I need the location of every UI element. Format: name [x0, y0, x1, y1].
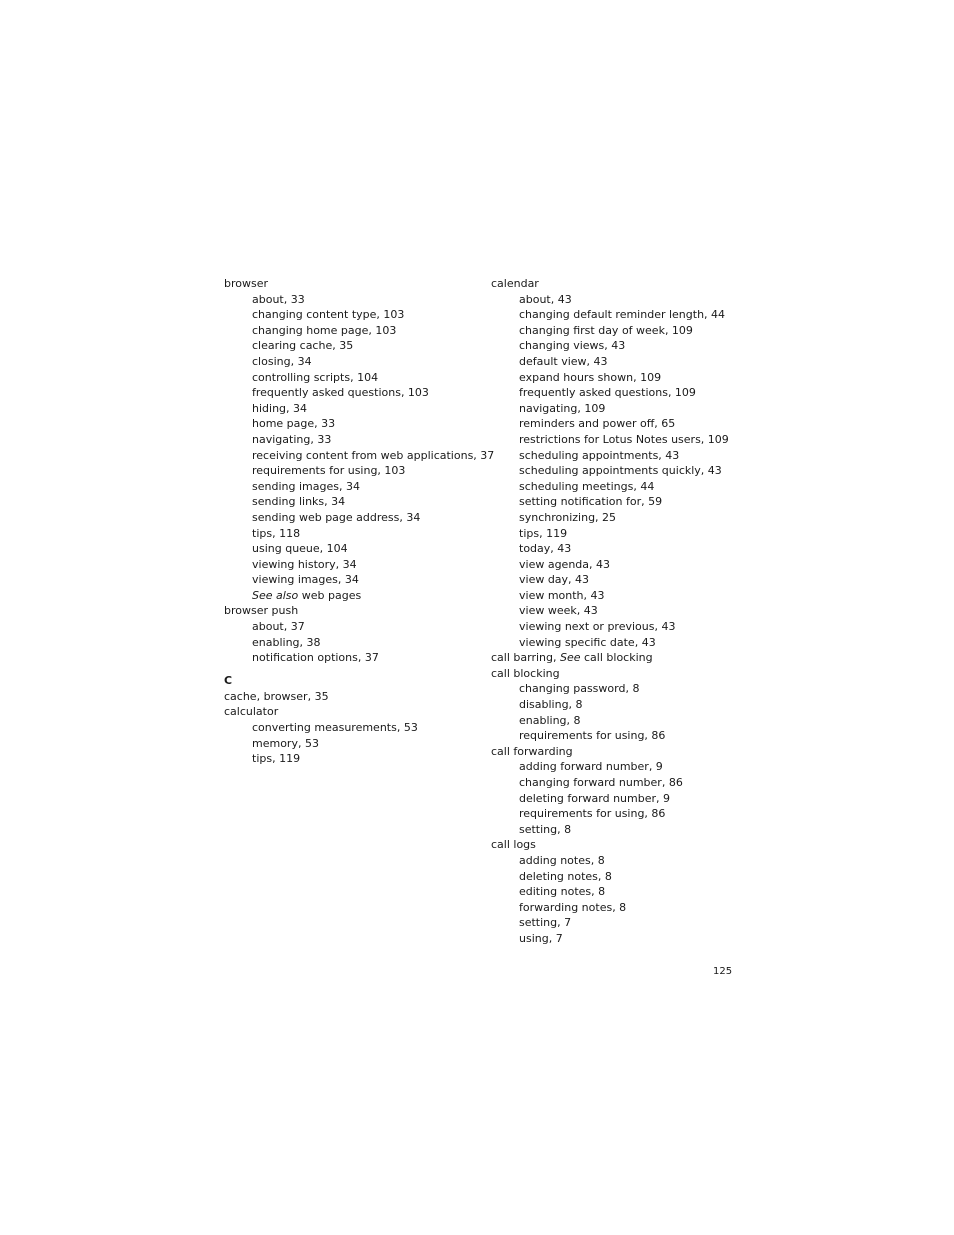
index-entry-text: changing forward number, 86: [519, 776, 683, 789]
index-subentry: [491, 307, 751, 323]
index-entry-text: scheduling appointments, 43: [519, 448, 680, 462]
index-entry-text: view day, 43: [519, 573, 590, 587]
index-subentry: [491, 915, 751, 931]
index-entry-text: reminders and power off, 65: [519, 417, 676, 431]
index-subentry: [491, 884, 751, 900]
index-subentry: [491, 338, 751, 354]
index-subentry: [491, 681, 751, 697]
see-reference: See: [559, 651, 581, 665]
index-entry-text: requirements for using, 86: [519, 807, 666, 821]
index-section-letter: [224, 672, 484, 689]
index-subentry: [224, 479, 484, 495]
index-entry: [491, 650, 751, 666]
index-subentry: [491, 416, 751, 432]
index-entry-text: changing first day of week, 109: [519, 323, 693, 337]
index-entry-text: deleting notes, 8: [519, 869, 612, 883]
index-subentry: [224, 416, 484, 432]
index-subentry: [224, 510, 484, 526]
index-subentry: [224, 354, 484, 370]
index-entry-text: deleting forward number, 9: [519, 791, 670, 805]
index-entry-text: converting measurements, 53: [252, 721, 418, 735]
index-entry-text: calculator: [224, 705, 279, 719]
index-entry: [491, 666, 751, 682]
page-number: 125: [713, 966, 733, 977]
index-subentry: [224, 385, 484, 401]
index-entry-text: call blocking: [491, 666, 560, 680]
index-entry-text: view agenda, 43: [519, 557, 611, 571]
index-subentry: [491, 323, 751, 339]
index-entry-text: notification options, 37: [252, 651, 379, 665]
index-subentry: [224, 751, 484, 767]
index-entry-text: changing default reminder length, 44: [519, 308, 726, 322]
index-entry-text: using queue, 104: [252, 542, 348, 556]
index-entry-text: enabling, 38: [252, 635, 321, 649]
index-subentry: [224, 588, 484, 604]
index-subentry: [491, 510, 751, 526]
index-subentry: [491, 526, 751, 542]
index-subentry: [491, 931, 751, 947]
index-entry-text: navigating, 33: [252, 432, 332, 446]
index-subentry: [224, 736, 484, 752]
index-column-right: [491, 276, 751, 947]
index-subentry: [224, 720, 484, 736]
index-subentry: [224, 619, 484, 635]
index-entry-text: setting, 7: [519, 916, 572, 930]
index-entry: [224, 276, 484, 292]
index-entry-text: navigating, 109: [519, 401, 606, 415]
index-entry-text: sending images, 34: [252, 479, 360, 493]
index-subentry: [491, 697, 751, 713]
index-entry-text: call blocking: [580, 651, 653, 665]
index-subentry: [224, 307, 484, 323]
index-entry-text: frequently asked questions, 103: [252, 386, 429, 400]
index-subentry: [491, 401, 751, 417]
index-entry-text: changing content type, 103: [252, 308, 405, 322]
index-entry: [491, 744, 751, 760]
index-subentry: [224, 541, 484, 557]
index-entry-text: about, 37: [252, 620, 305, 634]
index-entry-text: tips, 118: [252, 526, 301, 540]
index-subentry: [224, 463, 484, 479]
index-subentry: [224, 323, 484, 339]
index-entry-text: adding forward number, 9: [519, 760, 663, 774]
index-entry-text: expand hours shown, 109: [519, 370, 662, 384]
index-entry-text: scheduling appointments quickly, 43: [519, 464, 722, 478]
index-entry-text: memory, 53: [252, 736, 319, 750]
index-entry-text: viewing images, 34: [252, 573, 359, 587]
see-reference: See also: [252, 588, 299, 602]
index-subentry: [491, 635, 751, 651]
index-entry-text: browser push: [224, 604, 299, 618]
index-subentry: [491, 713, 751, 729]
index-subentry: [224, 526, 484, 542]
index-subentry: [491, 775, 751, 791]
index-entry-text: viewing next or previous, 43: [519, 620, 676, 634]
index-entry-text: today, 43: [519, 542, 572, 556]
index-subentry: [224, 635, 484, 651]
index-entry: [491, 837, 751, 853]
index-entry-text: about, 33: [252, 292, 305, 306]
index-subentry: [224, 448, 495, 464]
index-subentry: [491, 541, 751, 557]
index-subentry: [491, 292, 751, 308]
index-entry-text: sending web page address, 34: [252, 510, 421, 524]
index-entry-text: call logs: [491, 838, 536, 852]
index-entry-text: setting notification for, 59: [519, 495, 663, 509]
index-entry: [224, 704, 484, 720]
index-entry-text: requirements for using, 103: [252, 464, 406, 478]
index-entry: [224, 603, 484, 619]
index-entry-text: hiding, 34: [252, 401, 308, 415]
index-entry-text: disabling, 8: [519, 698, 583, 712]
index-entry-prefix: call barring,: [491, 651, 560, 665]
index-subentry: [491, 370, 751, 386]
index-entry-text: requirements for using, 86: [519, 729, 666, 743]
index-entry-text: clearing cache, 35: [252, 339, 354, 353]
index-entry-text: call forwarding: [491, 744, 573, 758]
index-entry-text: changing views, 43: [519, 339, 626, 353]
index-entry-text: forwarding notes, 8: [519, 900, 627, 914]
index-entry-text: restrictions for Lotus Notes users, 109: [519, 432, 729, 446]
index-subentry: [491, 479, 751, 495]
index-entry-text: view month, 43: [519, 588, 605, 602]
index-subentry: [224, 557, 484, 573]
index-subentry: [224, 292, 484, 308]
index-entry-text: view week, 43: [519, 604, 598, 618]
index-entry-text: browser: [224, 277, 269, 290]
index-entry: [491, 276, 751, 292]
index-subentry: [491, 900, 751, 916]
index-subentry: [491, 759, 751, 775]
index-entry-text: calendar: [491, 277, 539, 290]
index-entry-text: viewing history, 34: [252, 557, 357, 571]
index-subentry: [491, 619, 751, 635]
index-entry-text: sending links, 34: [252, 495, 346, 509]
index-subentry: [491, 354, 751, 370]
index-entry-text: receiving content from web applications, 37: [252, 448, 495, 462]
index-subentry: [491, 806, 751, 822]
index-subentry: [491, 791, 751, 807]
index-entry-text: controlling scripts, 104: [252, 370, 379, 384]
index-entry-text: scheduling meetings, 44: [519, 479, 655, 493]
index-entry-text: frequently asked questions, 109: [519, 386, 696, 400]
index-subentry: [224, 650, 484, 666]
index-subentry: [224, 338, 484, 354]
index-entry-text: web pages: [298, 588, 362, 602]
index-subentry: [491, 822, 751, 838]
index-subentry: [491, 588, 751, 604]
index-subentry: [224, 494, 484, 510]
index-entry-text: editing notes, 8: [519, 885, 606, 899]
index-entry-text: home page, 33: [252, 417, 336, 431]
index-entry-text: tips, 119: [519, 526, 568, 540]
index-subentry: [491, 603, 751, 619]
index-subentry: [491, 448, 751, 464]
index-subentry: [224, 572, 484, 588]
index-subentry: [491, 557, 751, 573]
index-entry-text: adding notes, 8: [519, 853, 605, 867]
index-subentry: [224, 370, 484, 386]
index-entry: [224, 689, 484, 705]
index-entry-text: setting, 8: [519, 822, 572, 836]
index-entry-text: tips, 119: [252, 752, 301, 766]
index-entry-text: changing home page, 103: [252, 323, 397, 337]
index-subentry: [224, 432, 484, 448]
index-subentry: [491, 494, 751, 510]
index-entry-text: closing, 34: [252, 354, 312, 368]
index-subentry: [491, 385, 751, 401]
index-entry-text: viewing specific date, 43: [519, 635, 656, 649]
index-column-left: [224, 276, 495, 767]
index-entry-text: cache, browser, 35: [224, 689, 329, 703]
index-subentry: [491, 432, 751, 448]
index-subentry: [491, 572, 751, 588]
index-subentry: [491, 463, 751, 479]
index-entry-text: C: [224, 673, 233, 687]
index-entry-text: about, 43: [519, 292, 572, 306]
index-subentry: [491, 869, 751, 885]
index-entry-text: default view, 43: [519, 354, 608, 368]
index-entry-text: changing password, 8: [519, 682, 640, 696]
index-entry-text: enabling, 8: [519, 713, 581, 727]
index-subentry: [491, 728, 751, 744]
index-subentry: [491, 853, 751, 869]
index-entry-text: synchronizing, 25: [519, 510, 617, 524]
index-entry-text: using, 7: [519, 931, 563, 945]
index-subentry: [224, 401, 484, 417]
